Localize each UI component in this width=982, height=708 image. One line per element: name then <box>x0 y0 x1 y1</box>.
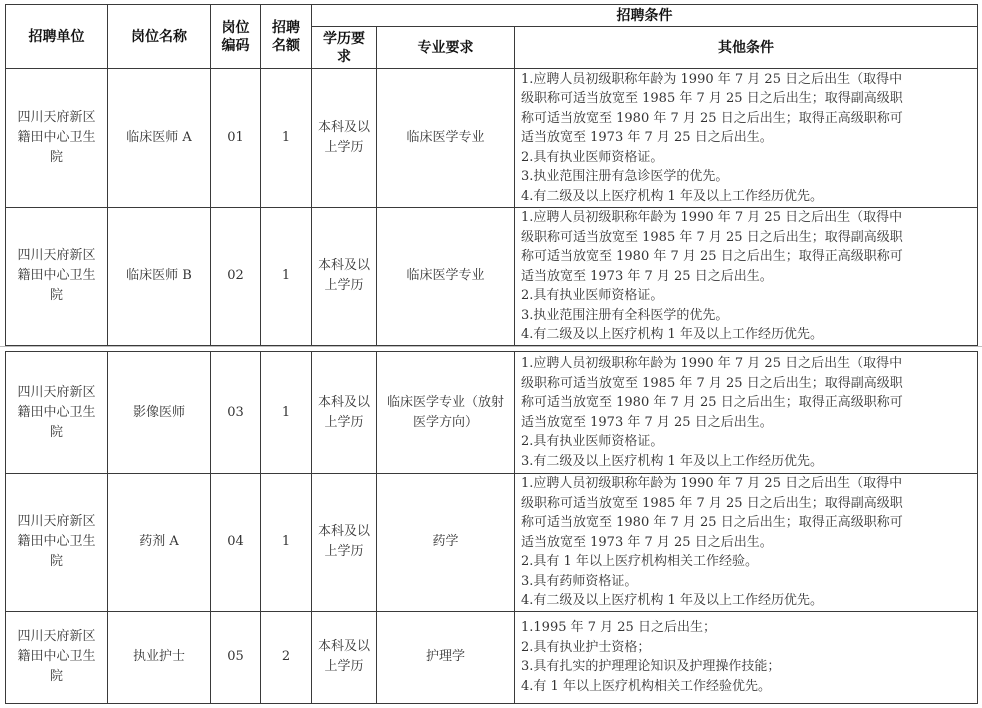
other-line: 3.执业范围注册有急诊医学的优先。 <box>521 169 729 185</box>
cell-other <box>515 69 978 208</box>
cell-quota: 1 <box>261 474 312 612</box>
other-line: 1.应聘人员初级职称年龄为 1990 年 7 月 25 日之后出生（取得中 <box>521 71 903 87</box>
other-line: 适当放宽至 1973 年 7 月 25 日之后出生。 <box>521 268 773 284</box>
header-education <box>312 27 377 69</box>
header-position-name: 岗位名称 <box>108 5 211 69</box>
recruitment-table-top <box>5 4 978 346</box>
other-line: 适当放宽至 1973 年 7 月 25 日之后出生。 <box>521 414 773 430</box>
other-line: 1.1995 年 7 月 25 日之后出生； <box>521 620 716 635</box>
cell-major: 护理学 <box>377 611 515 703</box>
other-line: 2.具有执业医师资格证。 <box>521 149 664 165</box>
cell-education: 本科及以上学历 <box>312 352 377 474</box>
table-row <box>6 69 978 208</box>
cell-major: 临床医学专业 <box>377 208 515 346</box>
cell-position: 临床医师 B <box>108 208 211 346</box>
cell-code: 01 <box>211 69 261 208</box>
cell-position: 执业护士 <box>108 611 211 703</box>
other-line: 2.具有执业医师资格证。 <box>521 434 664 449</box>
cell-unit: 四川天府新区籍田中心卫生院 <box>6 352 108 474</box>
cell-quota: 1 <box>261 352 312 474</box>
cell-major: 临床医学专业 <box>377 69 515 208</box>
cell-other <box>515 208 978 346</box>
header-other: 其他条件 <box>515 27 978 69</box>
cell-unit: 四川天府新区籍田中心卫生院 <box>6 208 108 346</box>
cell-quota: 1 <box>261 208 312 346</box>
cell-education: 本科及以上学历 <box>312 208 377 346</box>
other-line: 4.有二级及以上医疗机构 1 年及以上工作经历优先。 <box>521 327 823 342</box>
other-line: 3.执业范围注册有全科医学的优先。 <box>521 307 729 323</box>
other-line: 4.有 1 年以上医疗机构相关工作经验优先。 <box>521 678 771 694</box>
cell-code: 03 <box>211 352 261 474</box>
other-line: 2.具有执业医师资格证。 <box>521 288 664 303</box>
other-line: 1.应聘人员初级职称年龄为 1990 年 7 月 25 日之后出生（取得中 <box>521 476 903 491</box>
other-line: 2.具有执业护士资格； <box>521 639 651 655</box>
other-line: 1.应聘人员初级职称年龄为 1990 年 7 月 25 日之后出生（取得中 <box>521 356 903 371</box>
header-quota <box>261 5 312 69</box>
header-position-code <box>211 5 261 69</box>
other-line: 适当放宽至 1973 年 7 月 25 日之后出生。 <box>521 534 773 550</box>
cell-unit: 四川天府新区籍田中心卫生院 <box>6 69 108 208</box>
cell-unit: 四川天府新区籍田中心卫生院 <box>6 611 108 703</box>
header-position-code-text: 岗位编码 <box>221 19 250 54</box>
other-line: 称可适当放宽至 1980 年 7 月 25 日之后出生；取得正高级职称可 <box>521 110 903 126</box>
cell-quota: 2 <box>261 611 312 703</box>
table-row <box>6 352 978 474</box>
header-quota-text: 招聘名额 <box>272 19 300 54</box>
table-row <box>6 474 978 612</box>
recruitment-table-bottom <box>5 351 978 704</box>
other-line: 3.有二级及以上医疗机构 1 年及以上工作经历优先。 <box>521 453 823 469</box>
table-row <box>6 208 978 346</box>
header-conditions: 招聘条件 <box>312 5 978 27</box>
other-line: 1.应聘人员初级职称年龄为 1990 年 7 月 25 日之后出生（取得中 <box>521 210 903 225</box>
cell-other <box>515 352 978 474</box>
other-line: 3.具有药师资格证。 <box>521 573 638 589</box>
cell-education: 本科及以上学历 <box>312 69 377 208</box>
cell-position: 影像医师 <box>108 352 211 474</box>
cell-unit: 四川天府新区籍田中心卫生院 <box>6 474 108 612</box>
cell-code: 02 <box>211 208 261 346</box>
other-line: 适当放宽至 1973 年 7 月 25 日之后出生。 <box>521 130 773 146</box>
cell-major: 药学 <box>377 474 515 612</box>
other-line: 称可适当放宽至 1980 年 7 月 25 日之后出生；取得正高级职称可 <box>521 249 903 264</box>
cell-position: 药剂 A <box>108 474 211 612</box>
cell-education: 本科及以上学历 <box>312 611 377 703</box>
cell-code: 04 <box>211 474 261 612</box>
cell-code: 05 <box>211 611 261 703</box>
header-major: 专业要求 <box>377 27 515 69</box>
page-break-divider <box>0 346 982 347</box>
other-line: 2.具有 1 年以上医疗机构相关工作经验。 <box>521 554 758 569</box>
other-line: 级职称可适当放宽至 1985 年 7 月 25 日之后出生；取得副高级职 <box>521 91 903 107</box>
cell-education: 本科及以上学历 <box>312 474 377 612</box>
other-line: 3.具有扎实的护理理论知识及护理操作技能； <box>521 659 781 674</box>
cell-major: 临床医学专业（放射医学方向） <box>377 352 515 474</box>
header-education-text: 学历要求 <box>323 30 365 65</box>
other-line: 级职称可适当放宽至 1985 年 7 月 25 日之后出生；取得副高级职 <box>521 375 903 391</box>
other-line: 级职称可适当放宽至 1985 年 7 月 25 日之后出生；取得副高级职 <box>521 229 903 245</box>
cell-other <box>515 474 978 612</box>
other-line: 称可适当放宽至 1980 年 7 月 25 日之后出生；取得正高级职称可 <box>521 515 903 530</box>
header-unit: 招聘单位 <box>6 5 108 69</box>
other-line: 称可适当放宽至 1980 年 7 月 25 日之后出生；取得正高级职称可 <box>521 395 903 410</box>
other-line: 4.有二级及以上医疗机构 1 年及以上工作经历优先。 <box>521 593 823 608</box>
other-line: 级职称可适当放宽至 1985 年 7 月 25 日之后出生；取得副高级职 <box>521 495 903 511</box>
other-line: 4.有二级及以上医疗机构 1 年及以上工作经历优先。 <box>521 188 823 204</box>
cell-position: 临床医师 A <box>108 69 211 208</box>
cell-quota: 1 <box>261 69 312 208</box>
table-row <box>6 611 978 703</box>
cell-other <box>515 611 978 703</box>
